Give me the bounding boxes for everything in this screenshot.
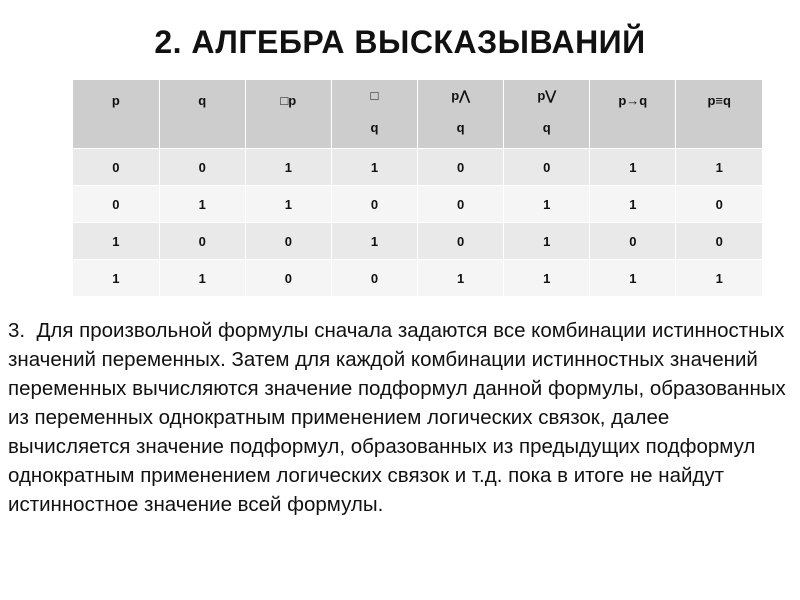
header-label: p (111, 93, 120, 108)
header-label-line2: q (456, 120, 465, 135)
table-cell: 0 (245, 260, 331, 297)
header-label-line2: q (370, 120, 379, 135)
table-cell: 1 (159, 186, 245, 223)
paragraph-text: Для произвольной формулы сначала задаются все комбинации истинностных значений переменных. Затем для каждой комбинации истинностных значений переменных вычисляются значение подформул данной формулы, образованных из переменных однократным применением логических связок, далее вычисляется значение подформул, образованных из предыдущих подформул однократным применением логических связок и т.д. пока в итоге не найдут истинностное значение всей формулы. (8, 319, 786, 516)
table-cell: 0 (676, 186, 762, 223)
table-row (73, 223, 762, 260)
table-cell: 0 (504, 149, 590, 186)
table-header-row (73, 80, 762, 149)
header-label-line1: p⋀ (451, 88, 470, 103)
table-cell: 0 (418, 186, 504, 223)
header-implication (590, 80, 676, 149)
table-cell: 1 (331, 149, 417, 186)
paragraph-number: 3. (8, 319, 26, 342)
header-disjunction (504, 80, 590, 149)
table-cell: 1 (159, 260, 245, 297)
table-cell: 0 (676, 223, 762, 260)
table-cell: 1 (590, 149, 676, 186)
header-not-q (331, 80, 417, 149)
page-title: 2. АЛГЕБРА ВЫСКАЗЫВАНИЙ (154, 24, 646, 60)
header-not-p (245, 80, 331, 149)
table-cell: 1 (245, 186, 331, 223)
header-label-line1: p⋁ (537, 88, 556, 103)
table-cell: 0 (73, 149, 159, 186)
header-label-line2: q (542, 120, 551, 135)
table-cell: 0 (159, 223, 245, 260)
table-cell: 1 (590, 186, 676, 223)
table-cell: 1 (331, 223, 417, 260)
table-cell: 1 (504, 223, 590, 260)
body-paragraph (8, 316, 793, 519)
header-q (159, 80, 245, 149)
header-equivalence (676, 80, 762, 149)
table-cell: 0 (245, 223, 331, 260)
header-p (73, 80, 159, 149)
table-cell: 1 (73, 223, 159, 260)
table-cell: 0 (418, 223, 504, 260)
table-cell: 1 (504, 186, 590, 223)
table-cell: 0 (331, 186, 417, 223)
table-cell: 0 (73, 186, 159, 223)
table-cell: 1 (676, 260, 762, 297)
truth-table (73, 80, 762, 296)
table-cell: 1 (418, 260, 504, 297)
table-cell: 1 (73, 260, 159, 297)
header-label: p≡q (707, 93, 731, 108)
table-cell: 0 (418, 149, 504, 186)
table-cell: 0 (590, 223, 676, 260)
table-cell: 1 (504, 260, 590, 297)
table-row (73, 260, 762, 297)
table-cell: 0 (159, 149, 245, 186)
table-cell: 1 (590, 260, 676, 297)
header-conjunction (418, 80, 504, 149)
header-label: p→q (618, 93, 648, 108)
table-cell: 1 (245, 149, 331, 186)
table-cell: 0 (331, 260, 417, 297)
header-label: □p (280, 93, 297, 108)
table-row (73, 149, 762, 186)
header-label: q (198, 93, 207, 108)
table-cell: 1 (676, 149, 762, 186)
header-label-line1: □ (370, 88, 379, 103)
table-row (73, 186, 762, 223)
